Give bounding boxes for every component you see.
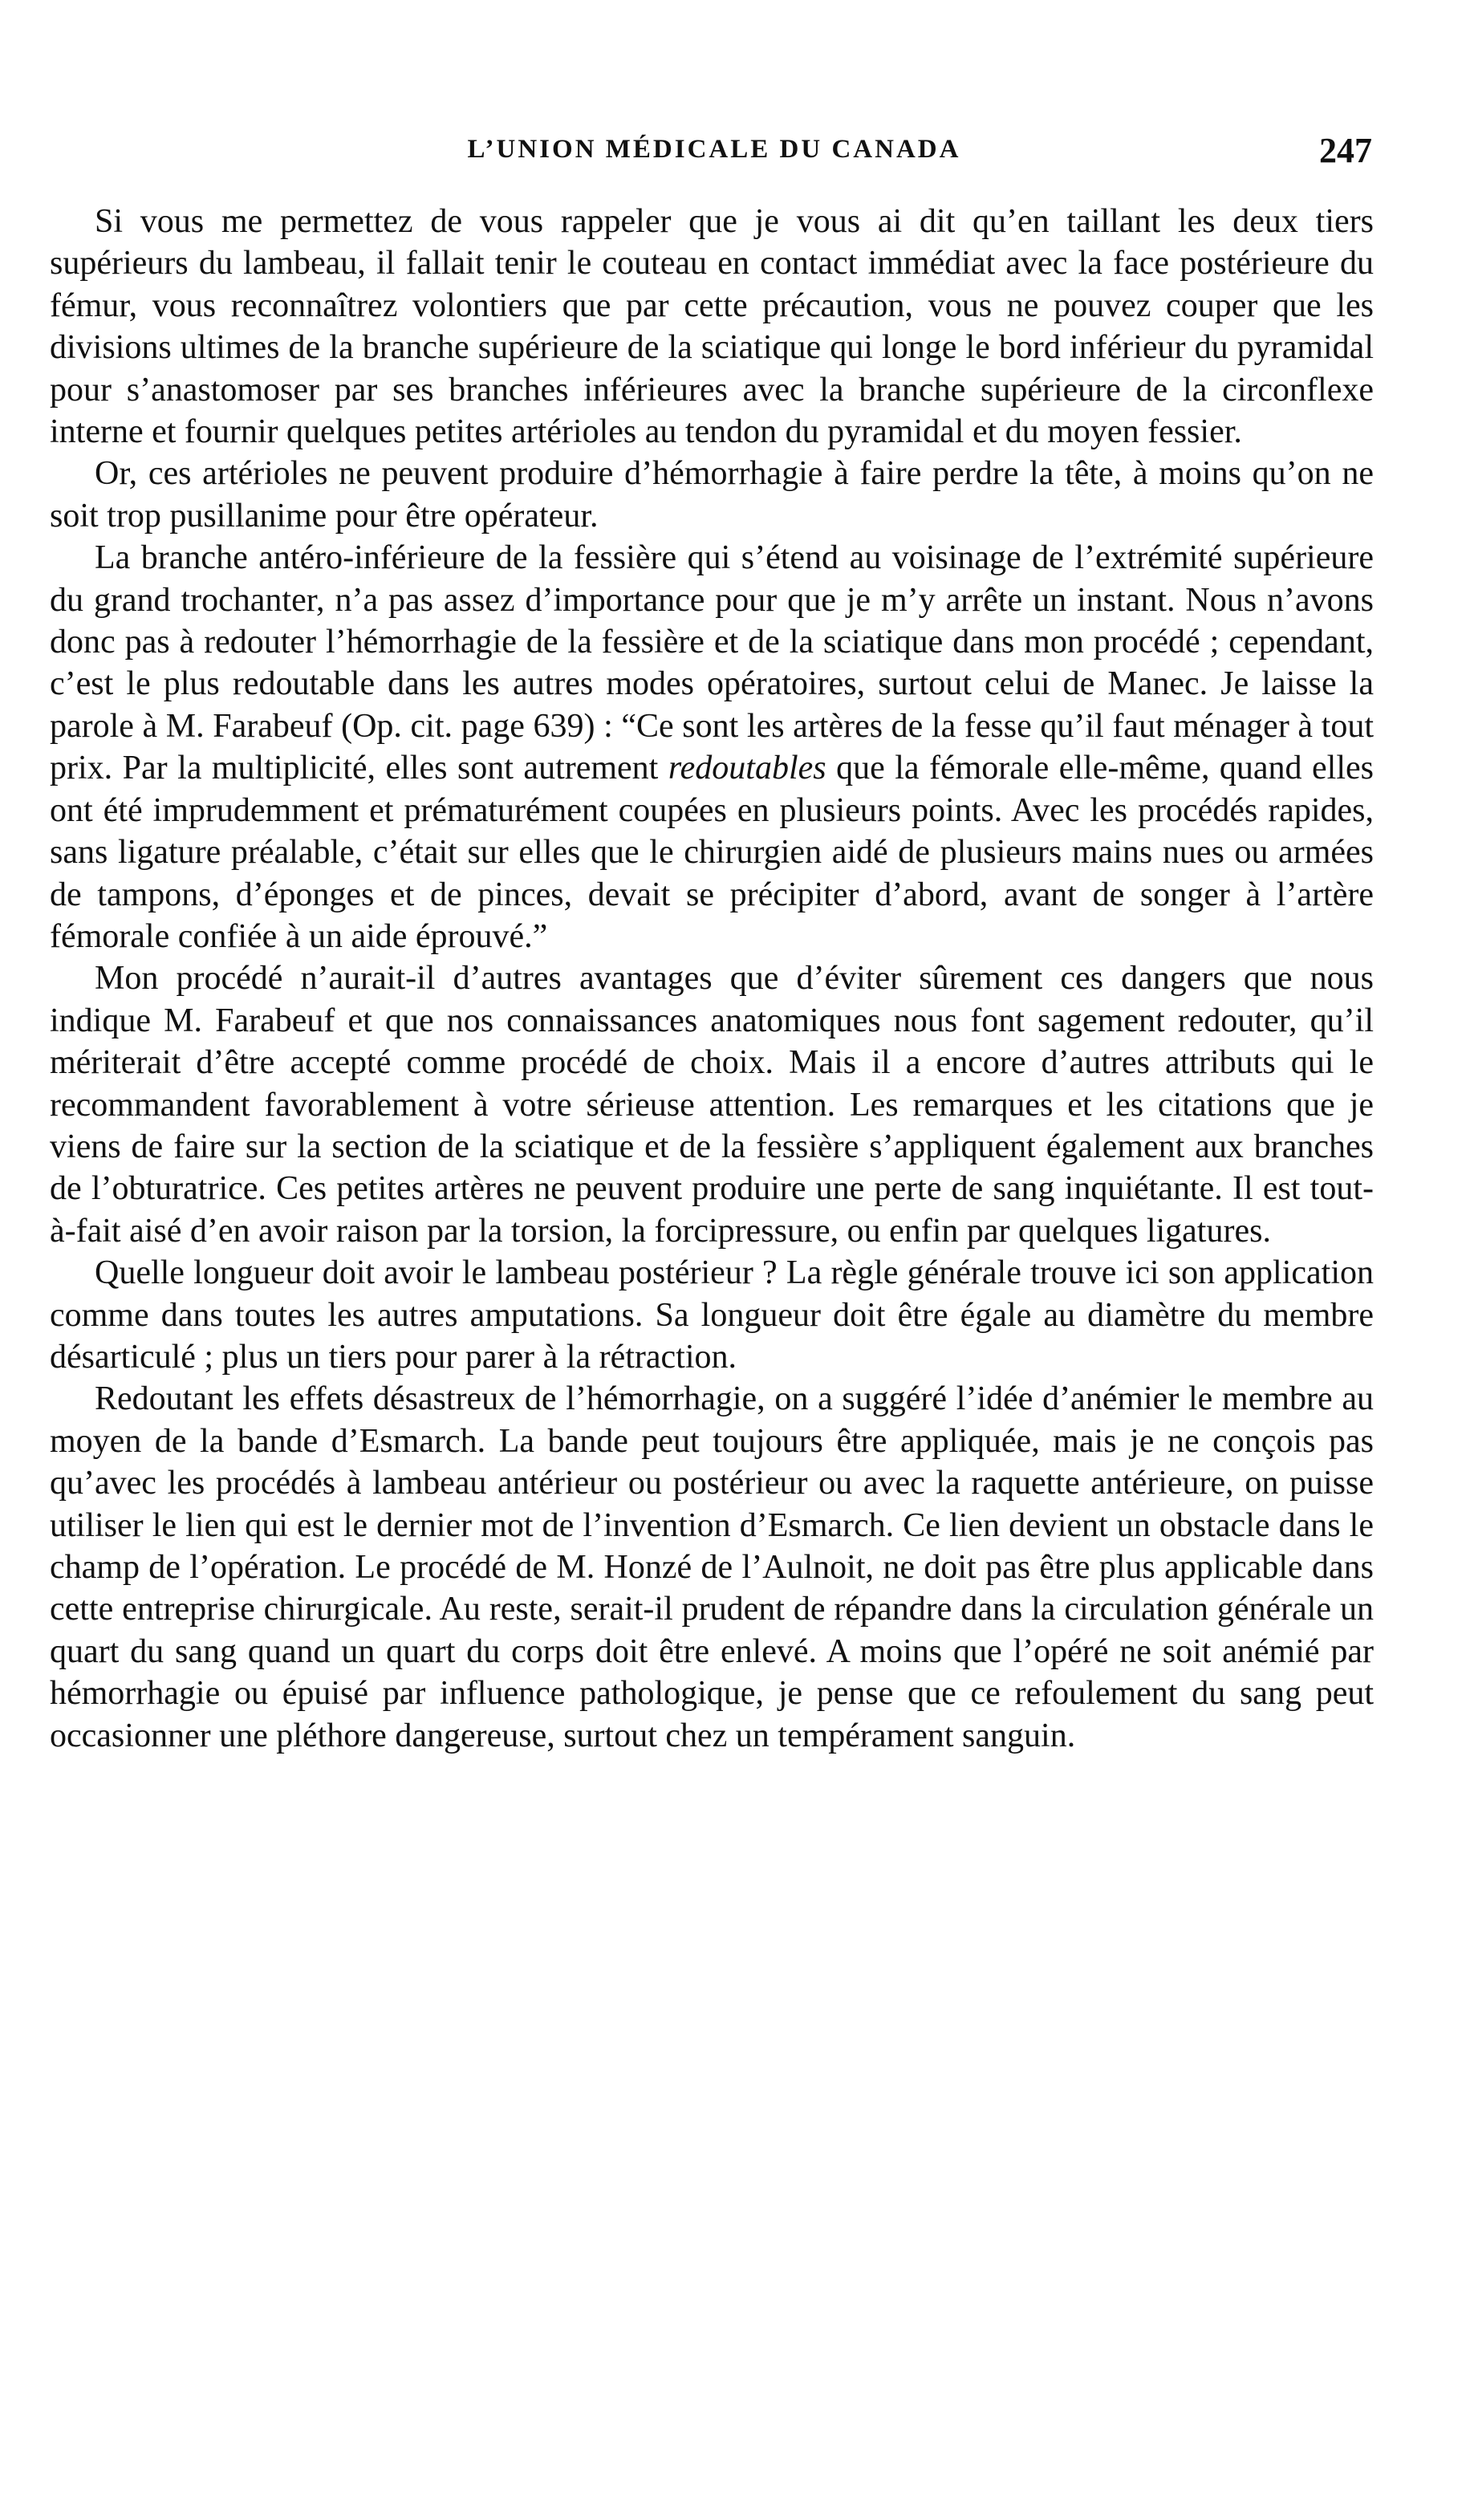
paragraph: Mon procédé n’aurait-il d’autres avantages que d’éviter sûrement ces dangers que nous indique M. Farabeuf et que nos connaissances anatomiques nous font sagement redouter, qu’il mériterait d’être accepté comme procédé de choix. Mais il a encore d’autres attributs qui le recommandent favorablement à votre sérieuse attention. Les remarques et les citations que je viens de faire sur la section de la sciatique et de la fessière s’appliquent également aux branches de l’obturatrice. Ces petites artères ne peuvent produire une perte de sang inquiétante. Il est tout-à-fait aisé d’en avoir raison par la torsion, la forcipressure, ou enfin par quelques ligatures. xyxy=(50,960,1374,1250)
paragraph-text: La branche antéro-inférieure de la fessière qui s’étend au voisinage de l’extrémité supérieure du grand trochanter, n’a pas assez d’importance pour que je m’y arrête un instant. Nous n’avons donc pas à redouter l’hémorrhagie de la fessière et de la sciatique dans mon procédé ; cependant, c’est le plus redoutable dans les autres modes opératoires, surtout celui de Manec. Je laisse la parole à M. Farabeuf (Op. cit. page 639) : “Ce sont les artères de la fesse qu’il faut ménager à tout prix. Par la multiplicité, elles sont autrement xyxy=(50,539,1374,787)
paragraph: Quelle longueur doit avoir le lambeau postérieur ? La règle générale trouve ici son application comme dans toutes les autres amputations. Sa longueur doit être égale au diamètre du membre désarticulé ; plus un tiers pour parer à la rétraction. xyxy=(50,1254,1374,1376)
paragraph xyxy=(50,537,1374,957)
page-header xyxy=(56,131,1372,183)
body-text xyxy=(50,201,1374,1757)
running-title: L’UNION MÉDICALE DU CANADA xyxy=(467,135,961,164)
page-number: 247 xyxy=(1319,131,1372,170)
paragraph: Si vous me permettez de vous rappeler que je vous ai dit qu’en taillant les deux tiers supérieurs du lambeau, il fallait tenir le couteau en contact immédiat avec la face postérieure du fémur, vous reconnaîtrez volontiers que par cette précaution, vous ne pouvez couper que les divisions ultimes de la branche supérieure de la sciatique qui longe le bord inférieur du pyramidal pour s’anastomoser par ses branches inférieures avec la branche supérieure de la circonflexe interne et fournir quelques petites artérioles au tendon du pyramidal et du moyen fessier. xyxy=(50,203,1374,451)
paragraph: Redoutant les effets désastreux de l’hémorrhagie, on a suggéré l’idée d’anémier le membre au moyen de la bande d’Esmarch. La bande peut toujours être appliquée, mais je ne conçois pas qu’avec les procédés à lambeau antérieur ou postérieur ou avec la raquette antérieure, on puisse utiliser le lien qui est le dernier mot de l’invention d’Esmarch. Ce lien devient un obstacle dans le champ de l’opération. Le procédé de M. Honzé de l’Aulnoit, ne doit pas être plus applicable dans cette entreprise chirurgicale. Au reste, serait-il prudent de répandre dans la circulation générale un quart du sang quand un quart du corps doit être enlevé. A moins que l’opéré ne soit anémié par hémorrhagie ou épuisé par influence pathologique, je pense que ce refoulement du sang peut occasionner une pléthore dangereuse, surtout chez un tempérament sanguin. xyxy=(50,1380,1374,1754)
paragraph-text: que la fémorale elle-même, quand elles ont été imprudemment et prématurément coupées en plusieurs points. Avec les procédés rapides, sans ligature préalable, c’était sur elles que le chirurgien aidé de plusieurs mains nues ou armées de tampons, d’éponges et de pinces, devait se précipiter d’abord, avant de songer à l’artère fémorale confiée à un aide éprouvé.” xyxy=(50,750,1375,955)
paragraph: Or, ces artérioles ne peuvent produire d’hémorrhagie à faire perdre la tête, à moins qu’on ne soit trop pusillanime pour être opérateur. xyxy=(50,455,1374,534)
emphasized-word: redoutables xyxy=(668,750,826,787)
